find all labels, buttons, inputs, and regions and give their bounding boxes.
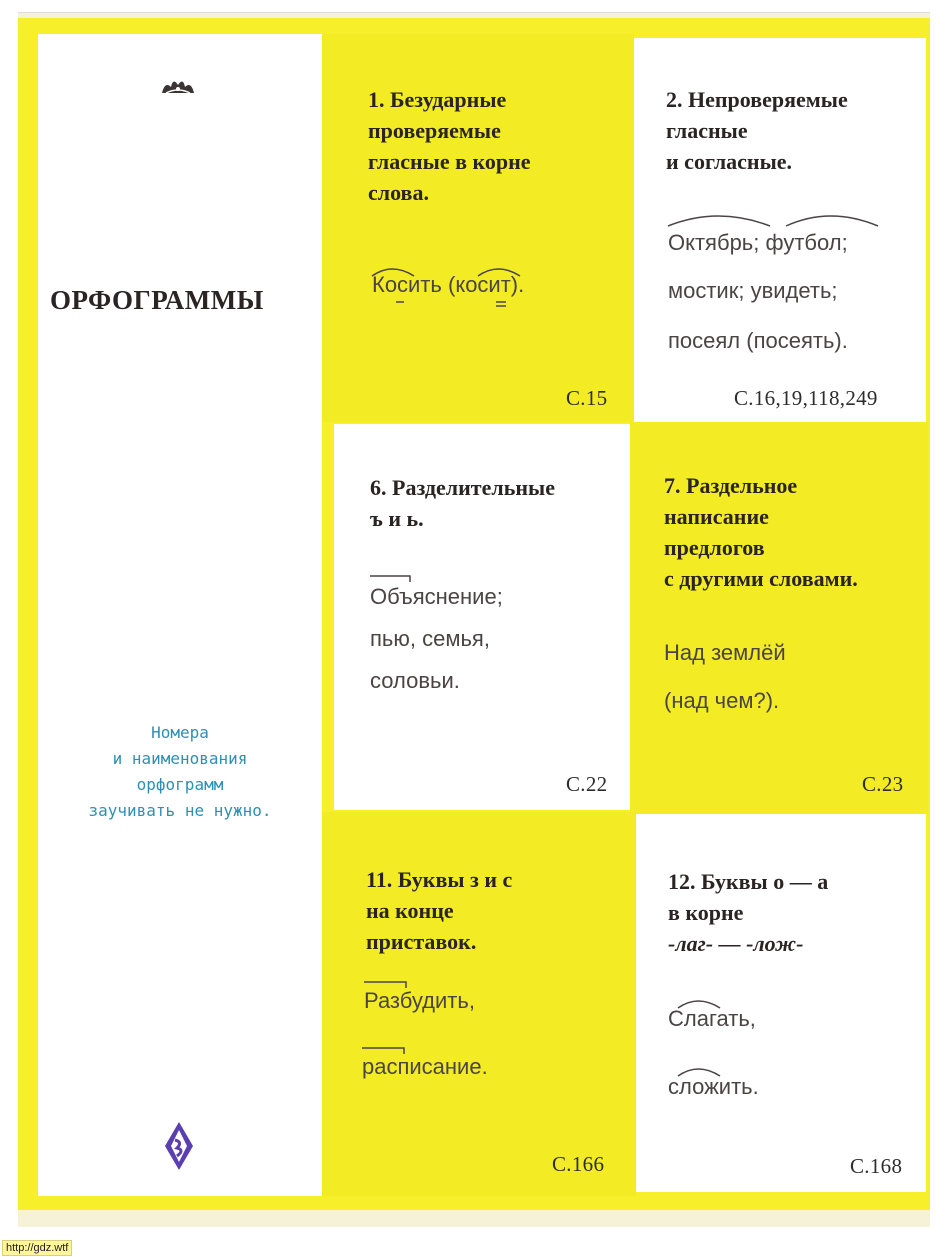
page-title: ОРФОГРАММЫ (50, 285, 264, 315)
card-title-line: предлогов (664, 535, 765, 560)
card-example: Октябрь; футбол; (668, 230, 848, 255)
source-url-tag[interactable]: http://gdz.wtf (2, 1240, 72, 1256)
card-title-line: 2. Непроверяемые (666, 87, 848, 112)
card-example: Разбудить, (364, 988, 475, 1013)
card-title-line: проверяемые (368, 118, 501, 143)
card-title-line: слова. (368, 180, 429, 205)
page-reference: С.16,19,118,249 (734, 386, 878, 410)
flower-ornament-icon (160, 75, 196, 95)
card-example: посеял (посеять). (668, 328, 848, 353)
card-example: Объяснение; (370, 584, 503, 609)
prefix-mark (362, 980, 422, 990)
card-title-line: 11. Буквы з и с (366, 867, 513, 892)
card-example: Косить (косит). (372, 272, 525, 297)
card-title-line: на конце (366, 898, 454, 923)
card-example: (над чем?). (664, 688, 780, 713)
card-12 (636, 814, 926, 1192)
card-example: мостик; увидеть; (668, 278, 838, 303)
card-title-line: 12. Буквы о — а (668, 869, 829, 894)
card-example: Слагать, (668, 1006, 756, 1031)
root-arc-mark (666, 208, 896, 238)
card-title-line: 6. Разделительные (370, 475, 555, 500)
card-title-line: и согласные. (666, 149, 793, 174)
card-example: сложить. (668, 1074, 759, 1099)
page-reference: С.23 (862, 772, 904, 796)
card-title-line: с другими словами. (664, 566, 858, 591)
card-title-line: гласные (666, 118, 748, 143)
page-reference: С.22 (566, 772, 608, 796)
card-example: расписание. (362, 1054, 488, 1079)
card-title-line: приставок. (366, 929, 477, 954)
left-panel (38, 34, 322, 1196)
note-line: и наименования (112, 749, 248, 768)
card-title-line: -лаг- — -лож- (668, 931, 804, 956)
note-line: заучивать не нужно. (88, 801, 272, 820)
card-example: пью, семья, (370, 626, 490, 651)
page-reference: С.168 (850, 1154, 903, 1178)
prefix-mark (360, 1046, 420, 1056)
card-title-line: гласные в корне (368, 149, 531, 174)
page-reference: С.166 (552, 1152, 605, 1176)
card-2 (634, 38, 926, 422)
note-line: орфограмм (136, 775, 224, 794)
card-title-line: 1. Безударные (368, 87, 507, 112)
card-title-line: ъ и ь. (370, 506, 424, 531)
root-arc-mark (676, 994, 736, 1010)
instruction-note (50, 720, 310, 824)
publisher-logo-icon (163, 1120, 195, 1172)
prefix-mark (368, 574, 428, 584)
card-6 (334, 424, 630, 810)
root-arc-mark (370, 262, 590, 322)
root-arc-mark (676, 1062, 736, 1078)
card-example: соловьи. (370, 668, 460, 693)
page-reference: С.15 (566, 386, 608, 410)
note-line: Номера (151, 723, 209, 742)
card-title-line: в корне (668, 900, 744, 925)
card-example: Над землёй (664, 640, 786, 665)
card-11 (322, 812, 636, 1196)
card-title-line: написание (664, 504, 769, 529)
card-title-line: 7. Раздельное (664, 473, 798, 498)
card-7 (630, 422, 928, 814)
card-1 (322, 34, 634, 422)
